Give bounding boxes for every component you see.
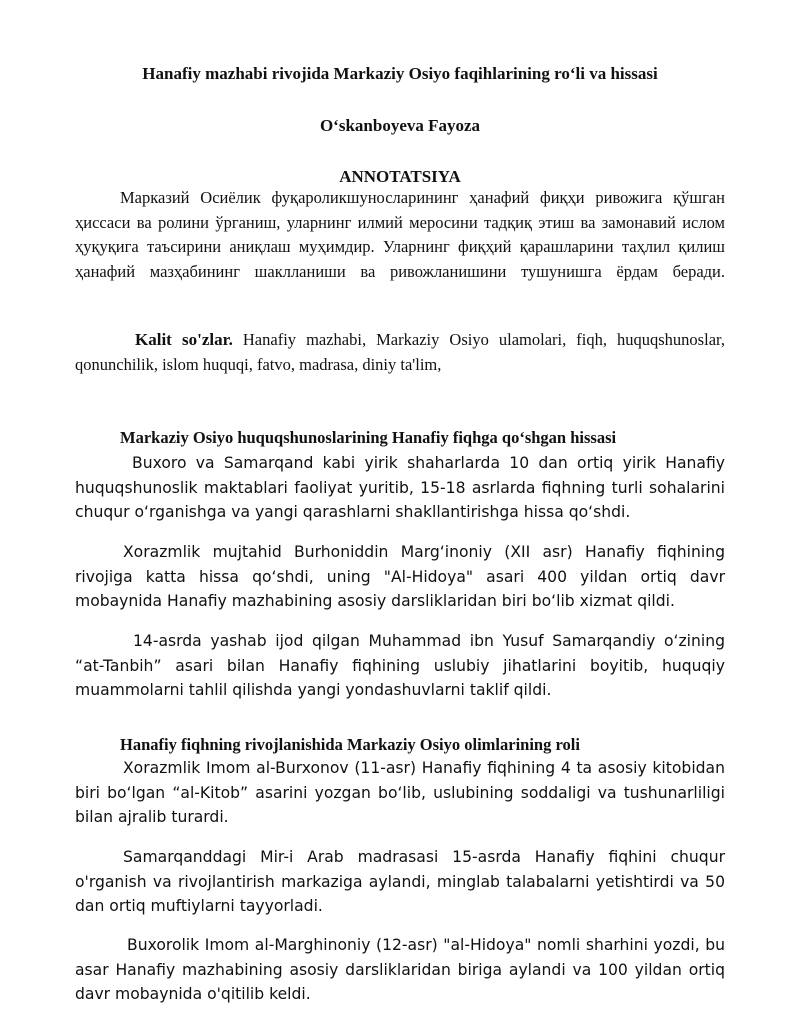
section-2-heading: Hanafiy fiqhning rivojlanishida Markaziy Osiyo olimlarining roli (120, 735, 580, 754)
section-1-heading: Markaziy Osiyo huquqshunoslarining Hanafiy fiqhga qo‘shgan hissasi (120, 428, 617, 447)
author-name: O‘skanboyeva Fayoza (319, 116, 481, 135)
paragraph (75, 451, 725, 525)
paragraph (75, 845, 725, 919)
keywords-label: Kalit so'zlar. (135, 330, 233, 349)
annotation-paragraph (75, 186, 725, 284)
paragraph-text: Xorazmlik Imom al-Burxonov (11-asr) Hanafiy fiqhining 4 ta asosiy kitobidan biri bo‘lgan “al-Kitob” asarini yozgan bo‘lib, uslubining soddaligi va tushunarliligi bilan ajralib turardi. (75, 759, 725, 826)
paragraph-text: 14-asrda yashab ijod qilgan Muhammad ibn Yusuf Samarqandiy o‘zining “at-Tanbih” asari bilan Hanafiy fiqhining uslubiy jihatlarini boyitib, huquqiy muammolarni tahlil qilishda yangi yondashuvlarni taklif qildi. (75, 632, 725, 699)
paragraph-text: Xorazmlik mujtahid Burhoniddin Marg‘inoniy (XII asr) Hanafiy fiqhining rivojiga katta hissa qo‘shdi, uning "Al-Hidoya" asari 400 yildan ortiq davr mobaynida Hanafiy mazhabining asosiy darsliklaridan biri bo‘lib xizmat qildi. (75, 543, 725, 610)
paragraph-text: Buxoro va Samarqand kabi yirik shaharlarda 10 dan ortiq yirik Hanafiy huquqshunoslik maktablari faoliyat yuritib, 15-18 asrlarda fiqhning turli sohalarini chuqur o‘rganishga va yangi qarashlarni shakllantirishga hissa qo‘shdi. (75, 454, 725, 521)
paragraph-text: Buxorolik Imom al-Marghinoniy (12-asr) "al-Hidoya" nomli sharhini yozdi, bu asar Hanafiy mazhabining asosiy darsliklaridan biriga aylandi va 100 yildan ortiq davr mobaynida o'qitilib keldi. (75, 936, 725, 1003)
document-title: Hanafiy mazhabi rivojida Markaziy Osiyo faqihlarining ro‘li va hissasi (142, 64, 658, 83)
annotation-heading: ANNOTATSIYA (339, 167, 461, 186)
keywords-text: Hanafiy mazhabi, Markaziy Osiyo ulamolari, fiqh, huquqshunoslar, qonunchilik, islom huquqi, fatvo, madrasa, diniy ta'lim, (75, 330, 725, 374)
paragraph (75, 756, 725, 830)
paragraph (75, 933, 725, 1007)
paragraph (75, 540, 725, 614)
keywords-paragraph (75, 328, 725, 377)
paragraph-text: Samarqanddagi Mir-i Arab madrasasi 15-asrda Hanafiy fiqhini chuqur o'rganish va rivojlantirish markaziga aylandi, minglab talabalarni yetishtirdi va 50 dan ortiq muftiylarni tayyorladi. (75, 848, 725, 915)
paragraph (75, 629, 725, 703)
annotation-text: Марказий Осиёлик фуқароликшуносларининг ҳанафий фиқҳи ривожига қўшган ҳиссаси ва ролини ўрганиш, уларнинг илмий меросини тадқиқ этиш ва замонавий ислом ҳуқуқига таъсирини аниқлаш муҳимдир. Уларнинг фиқҳий қарашларини таҳлил қилиш ҳанафий мазҳабининг шаклланиши ва ривожланишини тушунишга ёрдам беради. (75, 188, 725, 281)
